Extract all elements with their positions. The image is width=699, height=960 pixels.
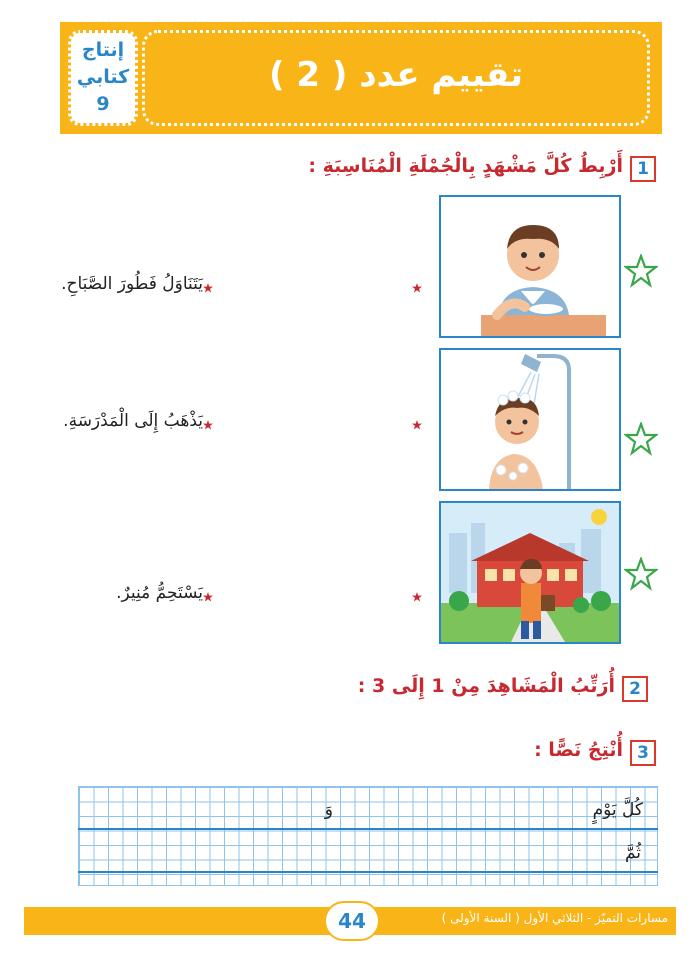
match-dot-icon[interactable]	[203, 420, 213, 430]
school-scene	[439, 501, 621, 644]
star-icon	[624, 557, 658, 591]
exercise-3-instruction: أُنْتِجُ نَصًّا :	[534, 739, 623, 761]
match-dot-icon[interactable]	[412, 283, 422, 293]
shower-scene	[439, 348, 621, 491]
header-banner	[60, 22, 662, 134]
match-dot-icon[interactable]	[203, 283, 213, 293]
prompt-every-day: كُلَّ يَوْمٍ	[592, 800, 643, 820]
exercise-1-number: 1	[630, 156, 656, 182]
star-icon	[624, 422, 658, 456]
footer-text: مسارات التميّز - الثلاثي الأول ( السنة الأولى )	[441, 911, 668, 925]
exercise-3-number: 3	[630, 740, 656, 766]
breakfast-scene	[439, 195, 621, 338]
exercise-2-instruction: أُرَتِّبُ الْمَشَاهِدَ مِنْ 1 إِلَى 3 :	[357, 675, 615, 697]
exercise-1-instruction: أَرْبِطُ كُلَّ مَشْهَدٍ بِالْجُمْلَةِ الْمُنَاسِبَةِ :	[308, 155, 623, 177]
match-dot-icon[interactable]	[203, 592, 213, 602]
writing-baseline	[78, 828, 658, 830]
prompt-and: وَ	[324, 800, 333, 820]
lesson-badge	[68, 30, 138, 126]
title-frame	[142, 30, 650, 126]
match-dot-icon[interactable]	[412, 420, 422, 430]
writing-baseline	[78, 871, 658, 873]
page-number: 44	[324, 901, 380, 941]
badge-line-1: إنتاج	[81, 39, 125, 61]
prompt-then: ثُمَّ	[624, 843, 641, 863]
match-dot-icon[interactable]	[412, 592, 422, 602]
sentence-school: يَذْهَبُ إِلَى الْمَدْرَسَةِ.	[63, 411, 203, 431]
sentence-shower: يَسْتَحِمُّ مُنِيرٌ.	[116, 583, 203, 603]
badge-line-2: كتابي	[76, 66, 130, 88]
star-icon	[624, 254, 658, 288]
page-title: تقييم عدد ( 2 )	[268, 55, 524, 95]
badge-text	[71, 37, 135, 118]
exercise-2-number: 2	[622, 676, 648, 702]
badge-number: 9	[96, 93, 110, 115]
sentence-breakfast: يَتَنَاوَلُ فَطُورَ الصَّبَاحِ.	[61, 274, 203, 294]
